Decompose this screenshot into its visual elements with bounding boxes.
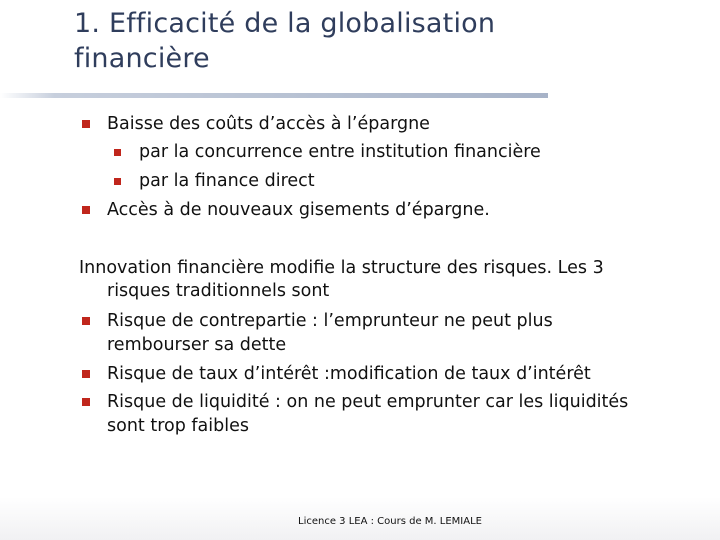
risk-item-line-1: Risque de contrepartie : l’emprunteur ne peut plus: [107, 311, 553, 331]
bullet-marker-icon: [82, 317, 90, 325]
bullet-item: Baisse des coûts d’accès à l’épargne: [107, 114, 430, 134]
title-line-2: financière: [74, 43, 210, 74]
bullet-marker-icon: [82, 120, 90, 128]
title-line-1: 1. Efficacité de la globalisation: [74, 8, 496, 39]
title-underline: [0, 93, 548, 98]
bullet-marker-icon: [82, 398, 90, 406]
slide-title: [74, 6, 674, 76]
risk-item-line-1: Risque de taux d’intérêt :modification de taux d’intérêt: [107, 364, 591, 384]
paragraph-line-2: risques traditionnels sont: [107, 281, 330, 301]
bullet-marker-icon: [82, 370, 90, 378]
bullet-item: Accès à de nouveaux gisements d’épargne.: [107, 200, 490, 220]
sub-bullet-marker-icon: [114, 178, 121, 185]
risk-item-line-2: sont trop faibles: [107, 416, 249, 436]
bullet-marker-icon: [82, 206, 90, 214]
footer-text: Licence 3 LEA : Cours de M. LEMIALE: [298, 516, 482, 527]
paragraph-line-1: Innovation financière modifie la structure des risques. Les 3: [79, 258, 604, 278]
risk-item-line-2: rembourser sa dette: [107, 335, 287, 355]
risk-item-line-1: Risque de liquidité : on ne peut emprunter car les liquidités: [107, 392, 629, 412]
sub-bullet-item: par la concurrence entre institution financière: [139, 142, 541, 162]
sub-bullet-marker-icon: [114, 149, 121, 156]
sub-bullet-item: par la finance direct: [139, 171, 315, 191]
